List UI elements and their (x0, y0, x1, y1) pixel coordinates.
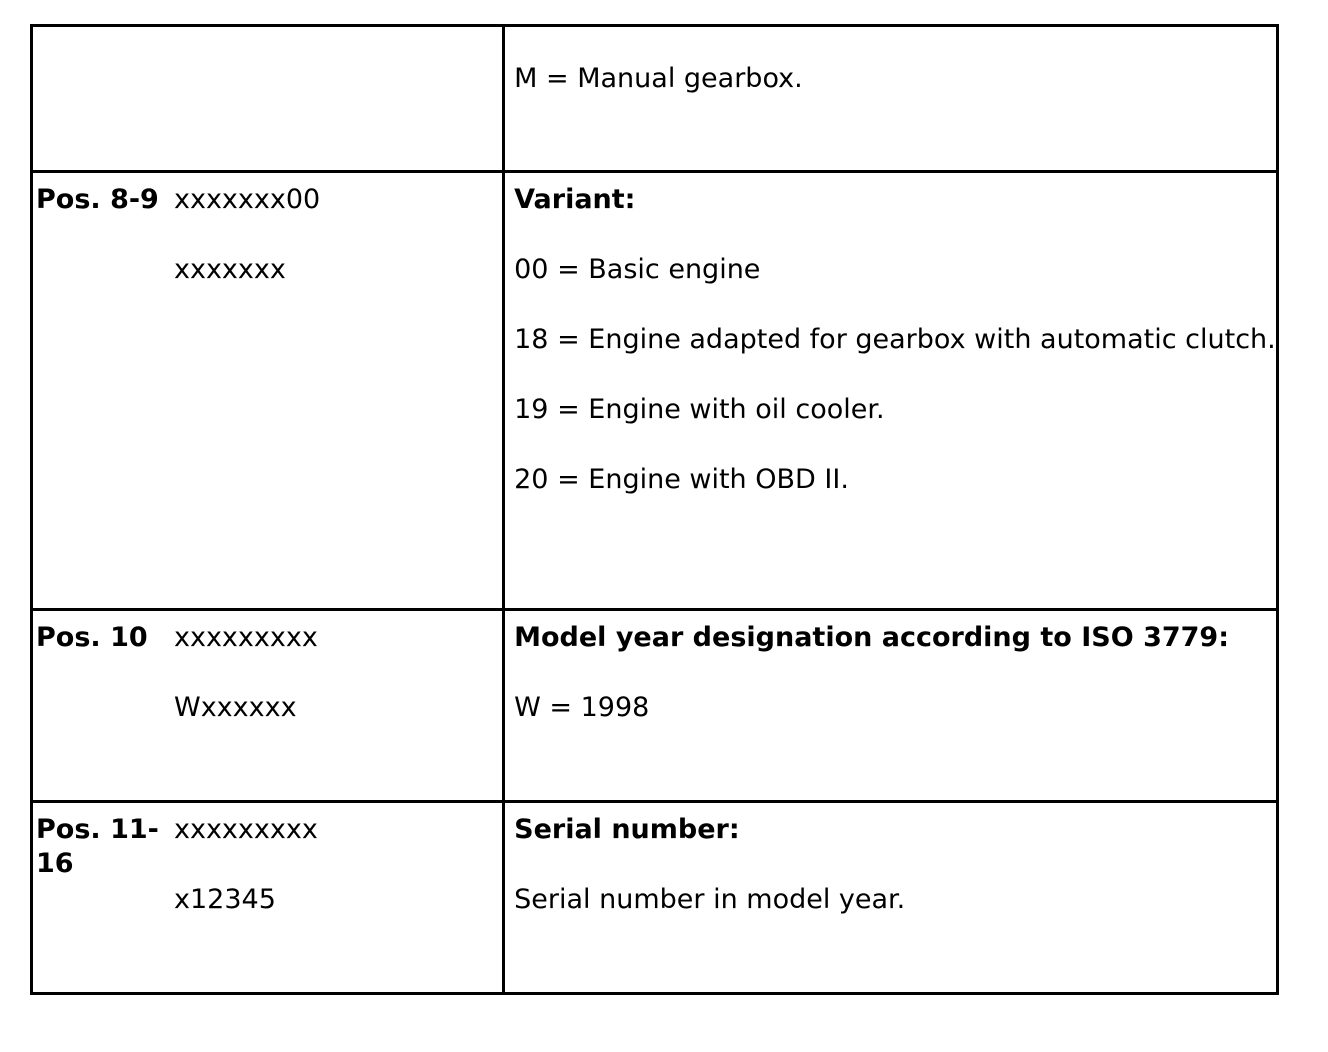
position-label: Pos. 11-16 (36, 814, 159, 879)
code-example: xxxxxxx00 (174, 184, 321, 215)
description-line: 18 = Engine adapted for gearbox with automatic clutch. (514, 324, 1276, 355)
description-cell (504, 610, 1278, 802)
description-line: 19 = Engine with oil cooler. (514, 394, 885, 425)
code-example: xxxxxxx (174, 254, 286, 285)
code-examples (174, 621, 318, 761)
description-line: M = Manual gearbox. (514, 63, 803, 94)
code-example: Wxxxxxx (174, 692, 297, 723)
position-cell (32, 26, 504, 172)
table-row (32, 610, 1278, 802)
position-cell (32, 802, 504, 994)
description-line: 20 = Engine with OBD II. (514, 464, 849, 495)
table-row (32, 802, 1278, 994)
description-line: 00 = Basic engine (514, 254, 761, 285)
description-cell (504, 172, 1278, 610)
position-label: Pos. 10 (36, 622, 148, 653)
table-row (32, 26, 1278, 172)
position-cell (32, 172, 504, 610)
description-heading: Variant: (514, 184, 636, 215)
description-line: Serial number in model year. (514, 884, 906, 915)
description-cell (504, 26, 1278, 172)
code-examples (174, 813, 318, 953)
description-line: W = 1998 (514, 692, 650, 723)
code-example: x12345 (174, 884, 276, 915)
description-cell (504, 802, 1278, 994)
code-examples (174, 183, 320, 323)
description-heading: Serial number: (514, 814, 740, 845)
code-example: xxxxxxxxx (174, 814, 318, 845)
description-heading: Model year designation according to ISO 3779: (514, 622, 1230, 653)
code-example: xxxxxxxxx (174, 622, 318, 653)
table-row (32, 172, 1278, 610)
position-cell (32, 610, 504, 802)
position-label: Pos. 8-9 (36, 184, 159, 215)
engine-code-table (30, 24, 1279, 995)
